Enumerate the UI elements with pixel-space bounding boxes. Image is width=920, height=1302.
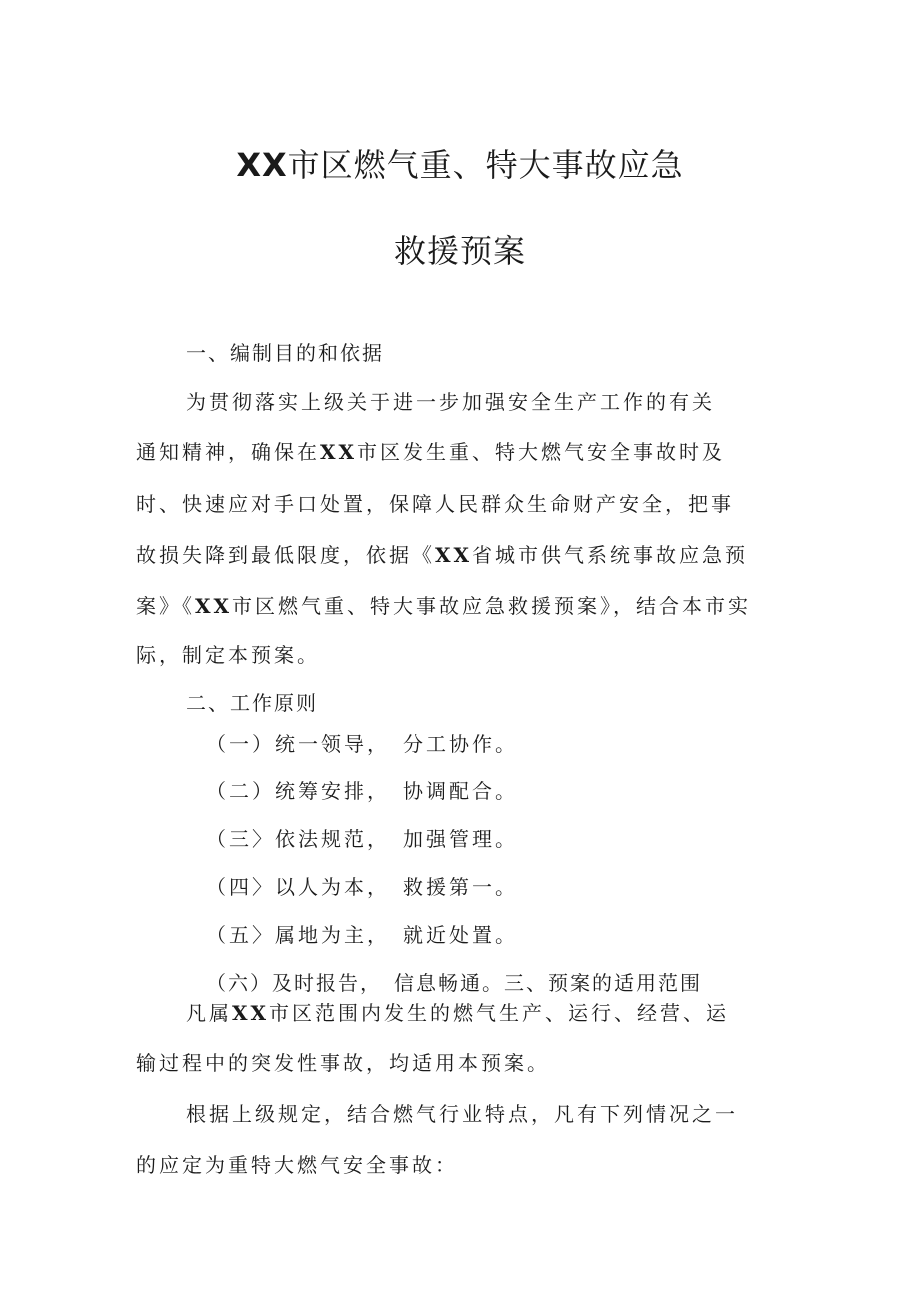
principle-item: （三〉依法规范， 加强管理。 <box>206 827 518 851</box>
document-title-line-2: 救援预案 <box>393 232 526 270</box>
paragraph-line: 为贯彻落实上级关于进一步加强安全生产工作的有关 <box>186 390 715 414</box>
principle-item: （六）及时报告， 信息畅通。三、预案的适用范围 <box>206 971 702 995</box>
paragraph-line: 的应定为重特大燃气安全事故： <box>136 1153 458 1177</box>
paragraph-line: 故损失降到最低限度，依据《XX省城市供气系统事故应急预 <box>136 543 749 567</box>
document-title-line-1 <box>0 140 920 186</box>
principle-item: （一）统一领导， 分工协作。 <box>206 732 518 756</box>
title-text: 市区燃气重、特大事故应急 <box>287 146 684 184</box>
paragraph-line: 际，制定本预案。 <box>136 643 320 667</box>
principle-item: （四〉以人为本， 救援第一。 <box>206 875 518 899</box>
paragraph-line: 根据上级规定，结合燃气行业特点，凡有下列情况之一 <box>186 1102 738 1126</box>
paragraph-line: 时、快速应对手口处置，保障人民群众生命财产安全，把事 <box>136 492 734 516</box>
principle-item: （二）统筹安排， 协调配合。 <box>206 779 518 803</box>
title-region-code: XX <box>236 146 288 184</box>
paragraph-line: 案》《XX市区燃气重、特大事故应急救援预案》，结合本市实 <box>136 594 752 618</box>
section-heading-principles: 二、工作原则 <box>186 691 318 715</box>
paragraph-line: 凡属XX市区范围内发生的燃气生产、运行、经营、运 <box>186 1001 730 1025</box>
section-heading-purpose: 一、编制目的和依据 <box>186 341 384 365</box>
principle-item: （五〉属地为主， 就近处置。 <box>206 923 518 947</box>
paragraph-line: 输过程中的突发性事故，均适用本预案。 <box>136 1051 550 1075</box>
paragraph-line: 通知精神，确保在XX市区发生重、特大燃气安全事故时及 <box>136 440 726 464</box>
